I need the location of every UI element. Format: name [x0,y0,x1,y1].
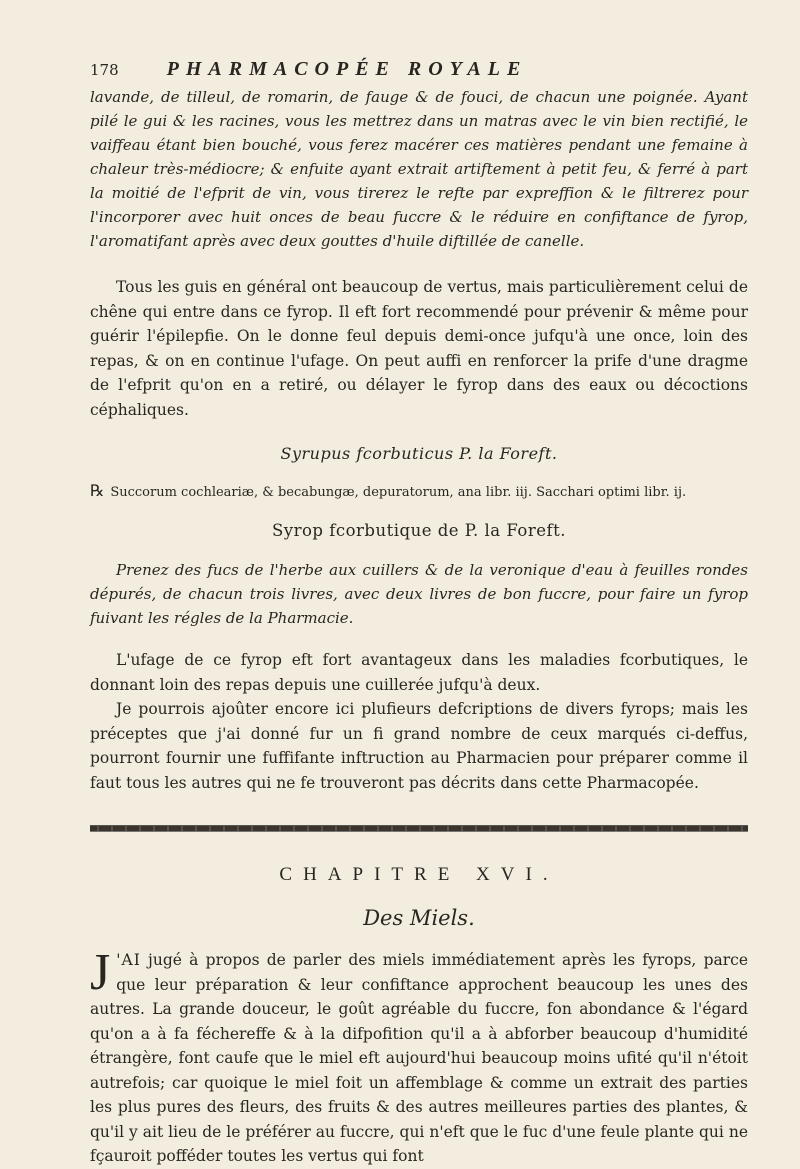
chapter-opening-text: jugé à propos de parler des miels immédiatement après les fyrops, parce que leur préparation & leur confiftance approchent beaucoup les unes des autres. La grande douceur, le goût agréable du fuccre, fon abondance & l'égard qu'on a à fa féchereffe & à la difpofition qu'il a à abforber beaucoup d'humidité étrangère, font caufe que le miel eft aujourd'hui beaucoup moins ufité qu'il n'étoit autrefois; car quoique le miel foit un affemblage & comme un extrait des parties les plus pures des fleurs, des fruits & des autres meilleures parties des plantes, & qu'il y ait lieu de le préférer au fuccre, qui n'eft que le fuc d'une feule plante qui ne fçauroit pofféder toutes les vertus qui font [90,951,748,1165]
ornamental-rule [90,825,748,832]
opening-caps: 'AI [116,951,141,969]
gui-paragraph: Tous les guis en général ont beaucoup de vertus, mais particulièrement celui de chêne qui entre dans ce fyrop. Il eft fort recommendé pour prévenir & même pour guérir l'épilepfie. On le donne feul depuis demi-once jufqu'à une once, loin des repas, & on en continue l'ufage. On peut auffi en renforcer la prife d'une dragme de l'efprit qu'on en a retiré, ou délayer le fyrop dans des eaux ou décoctions céphaliques. [90,278,748,419]
usage-paragraph: L'ufage de ce fyrop eft fort avantageux dans les maladies fcorbutiques, le donnant loin des repas depuis une cuillerée jufqu'à deux. [90,651,748,694]
running-header [90,58,748,81]
french-recipe-title: Syrop fcorbutique de P. la Foreft. [271,521,566,540]
recipe-intro-paragraph: lavande, de tilleul, de romarin, de fauge & de fouci, de chacun une poignée. Ayant pilé le gui & les racines, vous les mettrez dans un matras avec le vin bien rectifié, le vaiffeau étant bien bouché, vous ferez macérer ces matières pendant une femaine à chaleur très-médiocre; & enfuite ayant extrait artiftement à petit feu, & ferré à part la moitié de l'efprit de vin, vous tirerez le refte par expreffion & le filtrerez pour l'incorporer avec huit onces de beau fuccre & le réduire en confiftance de fyrop, l'aromatifant après avec deux gouttes d'huile diftillée de canelle. [90,88,748,250]
chapter-heading: CHAPITRE XVI. [279,864,559,885]
latin-recipe-text: Succorum cochleariæ, & becabungæ, depuratorum, ana libr. iij. Sacchari optimi libr. ij. [110,485,687,500]
running-title: PHARMACOPÉE ROYALE [166,58,528,80]
chapter-opening-paragraph [90,944,748,1169]
section-title: Des Miels. [363,906,475,930]
closing-paragraph: Je pourrois ajoûter encore ici plufieurs defcriptions de divers fyrops; mais les préceptes que j'ai donné fur un fi grand nombre de ceux marqués ci-deffus, pourront fournir une fuffifante inftruction au Pharmacien pour préparer comme il faut tous les autres qui ne fe trouveront pas décrits dans cette Pharmacopée. [90,700,748,792]
rx-symbol-icon: ℞ [90,481,105,500]
latin-recipe-line [90,481,748,503]
page-number: 178 [90,61,119,79]
drop-cap: J [90,944,111,1001]
latin-recipe-title: Syrupus fcorbuticus P. la Foreft. [280,444,558,463]
recipe-instructions-paragraph: Prenez des fucs de l'herbe aux cuillers & de la veronique d'eau à feuilles rondes dépurés, de chacun trois livres, avec deux livres de bon fuccre, pour faire un fyrop fuivant les régles de la Pharmacie. [90,561,748,627]
